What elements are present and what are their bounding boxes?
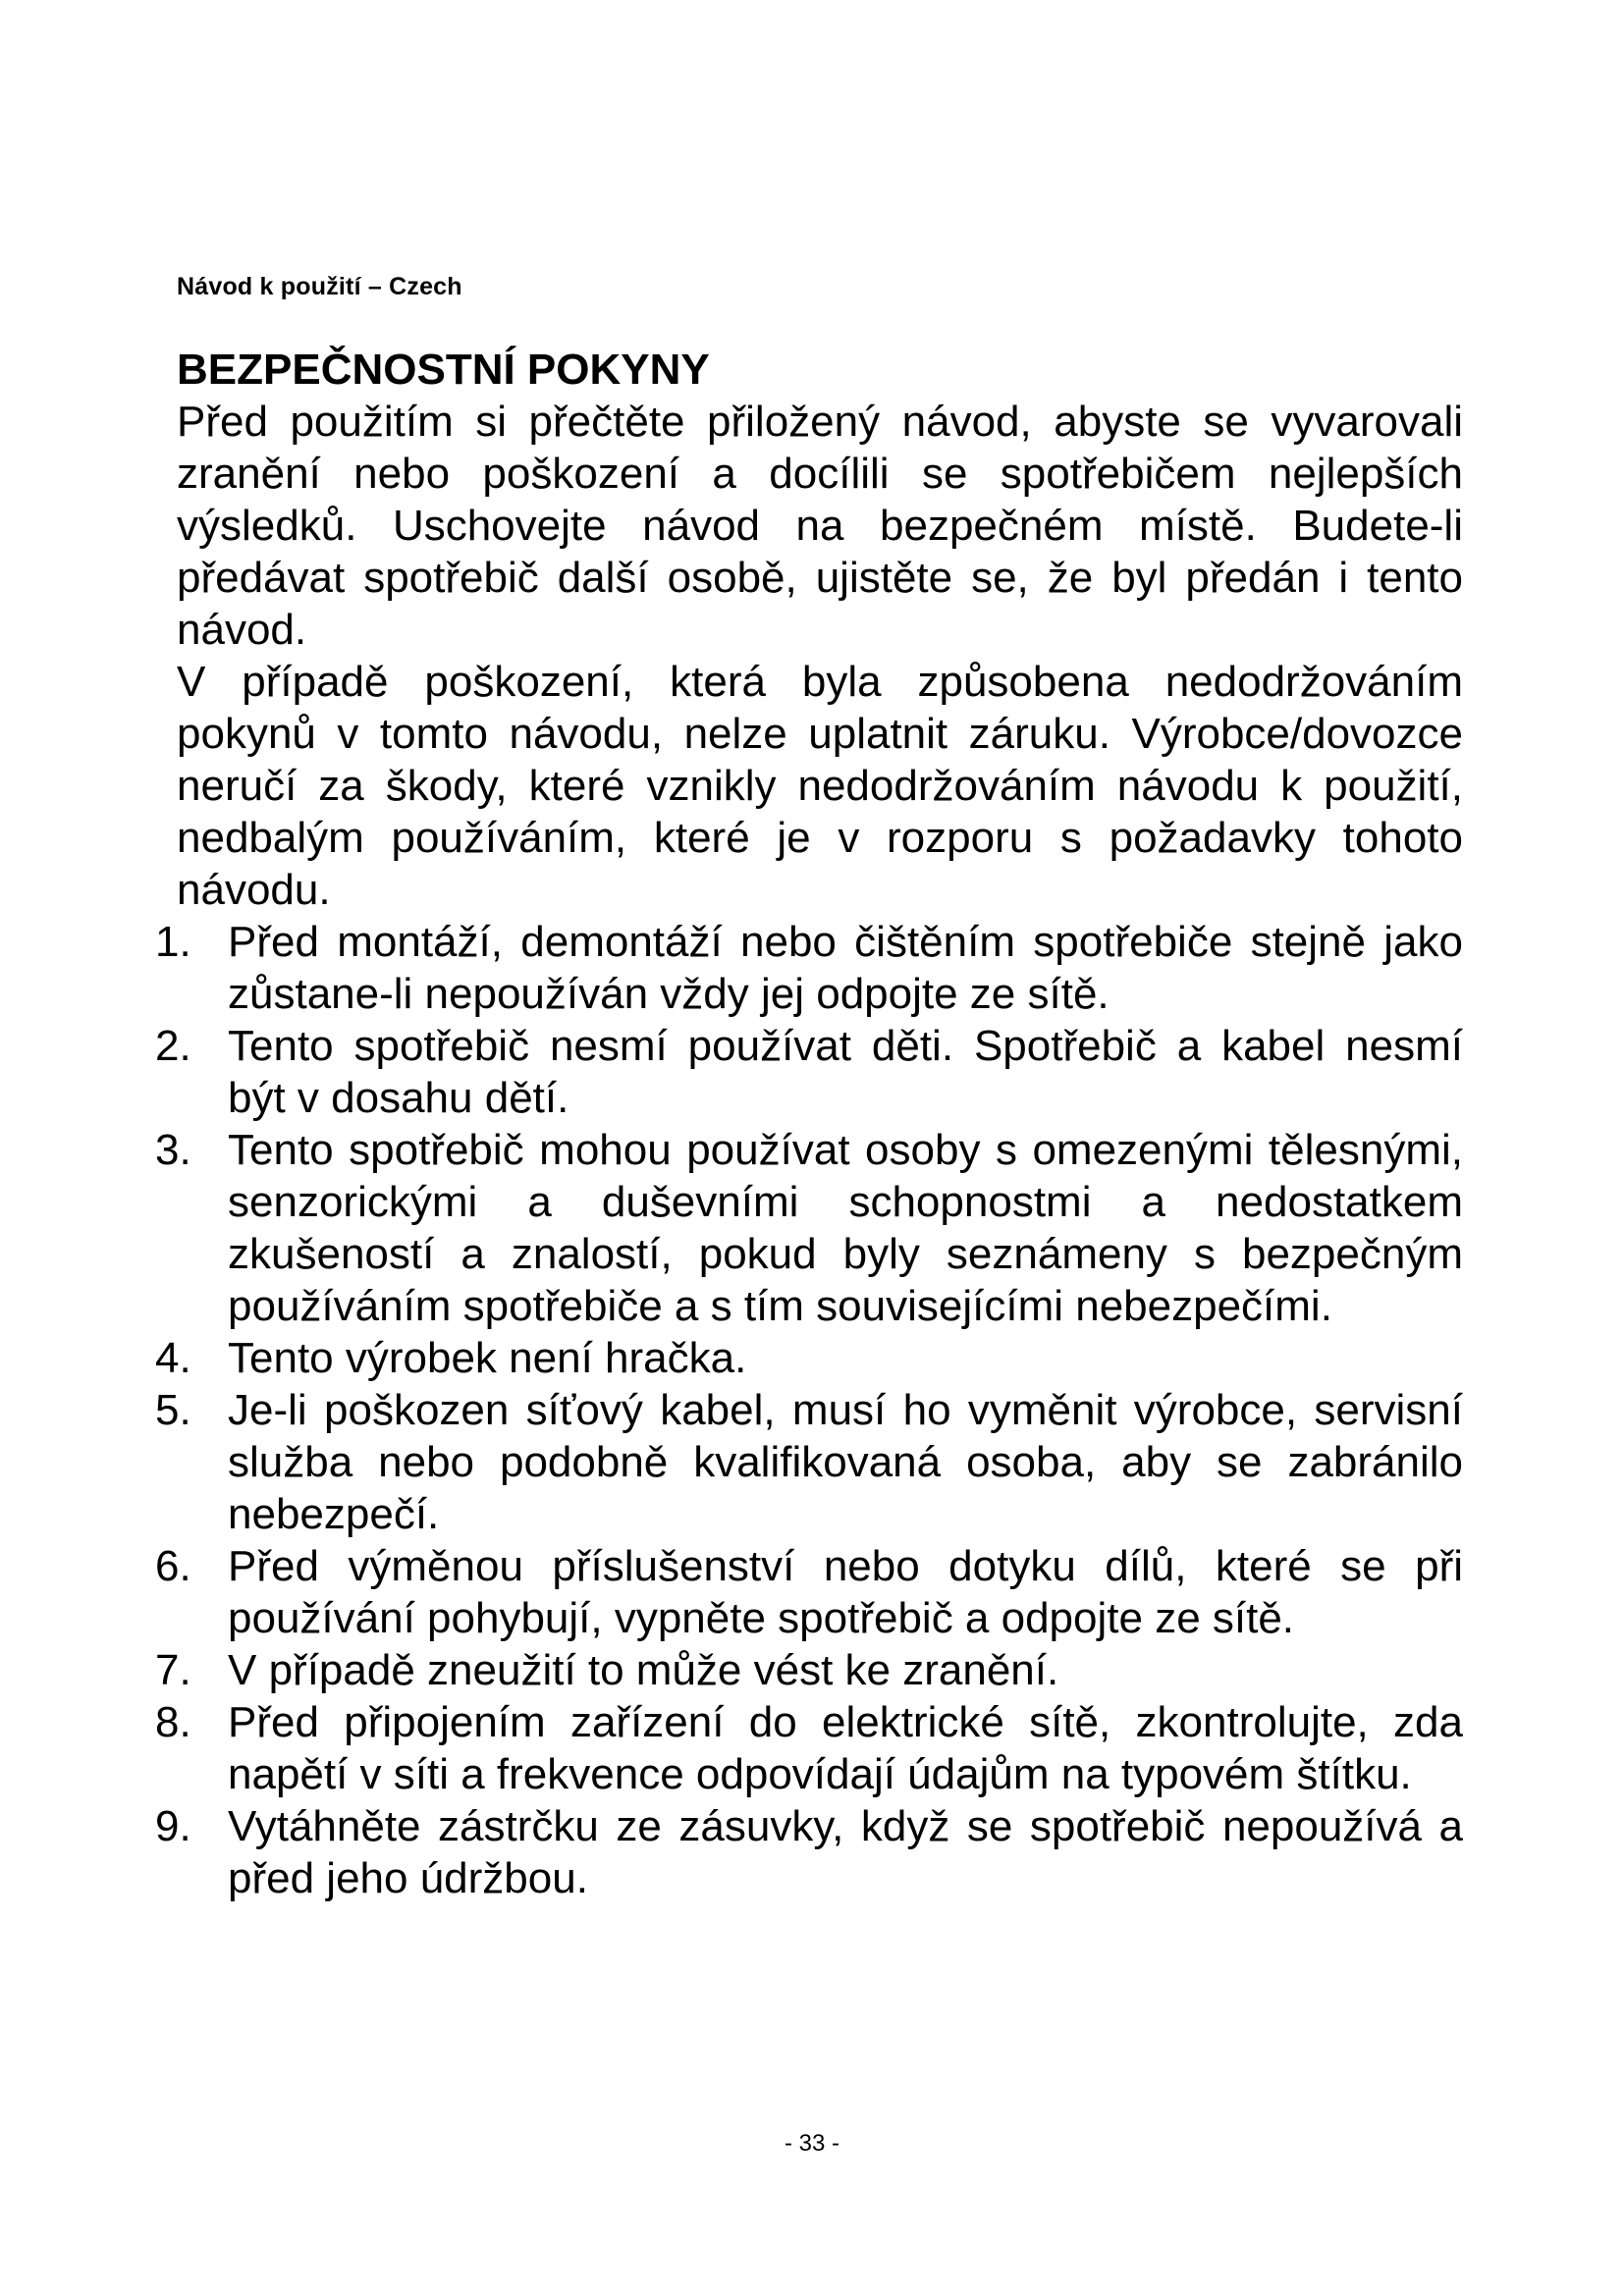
safety-item: [155, 1020, 1463, 1124]
safety-item: [155, 1540, 1463, 1644]
page-number: - 33 -: [784, 2130, 839, 2157]
safety-instructions-list: [155, 916, 1463, 1904]
safety-item: [155, 1332, 1463, 1384]
item-text: Tento spotřebič mohou používat osoby s omezenými tělesnými, senzorickými a duševními schopnostmi a nedostatkem zkušeností a znalostí, pokud byly seznámeny s bezpečným používáním spotřebiče a s tím souvisejícími nebezpečími.: [228, 1126, 1463, 1330]
item-number: 8.: [155, 1698, 191, 1746]
item-number: 4.: [155, 1334, 191, 1382]
item-text: Před výměnou příslušenství nebo dotyku dílů, které se při používání pohybují, vypněte spotřebič a odpojte ze sítě.: [228, 1542, 1463, 1642]
item-text: Je-li poškozen síťový kabel, musí ho vyměnit výrobce, servisní služba nebo podobně kvalifikovaná osoba, aby se zabránilo nebezpečí.: [228, 1386, 1463, 1538]
section-title: BEZPEČNOSTNÍ POKYNY: [177, 346, 710, 394]
item-number: 2.: [155, 1022, 191, 1070]
safety-item: [155, 1124, 1463, 1332]
safety-section: [155, 344, 1463, 1904]
safety-item: [155, 1800, 1463, 1904]
safety-item: [155, 916, 1463, 1020]
item-number: 3.: [155, 1126, 191, 1174]
item-text: Tento spotřebič nesmí používat děti. Spotřebič a kabel nesmí být v dosahu dětí.: [228, 1022, 1463, 1122]
safety-item: [155, 1644, 1463, 1696]
safety-item: [155, 1696, 1463, 1800]
item-number: 1.: [155, 918, 191, 966]
intro-paragraph: Před použitím si přečtěte přiložený návod, abyste se vyvarovali zranění nebo poškození a docílili se spotřebičem nejlepších výsledků. Uschovejte návod na bezpečném místě. Budete-li předávat spotřebič další osobě, ujistěte se, že byl předán i tento návod.: [177, 398, 1463, 654]
safety-item: [155, 1384, 1463, 1540]
document-header-label: Návod k použití – Czech: [177, 273, 462, 300]
item-text: Vytáhněte zástrčku ze zásuvky, když se spotřebič nepoužívá a před jeho údržbou.: [228, 1802, 1463, 1902]
item-number: 7.: [155, 1646, 191, 1694]
item-text: Před připojením zařízení do elektrické sítě, zkontrolujte, zda napětí v síti a frekvence odpovídají údajům na typovém štítku.: [228, 1698, 1463, 1798]
item-text: V případě zneužití to může vést ke zranění.: [228, 1646, 1059, 1694]
warranty-paragraph: V případě poškození, která byla způsobena nedodržováním pokynů v tomto návodu, nelze uplatnit záruku. Výrobce/dovozce neručí za škody, které vznikly nedodržováním návodu k použití, nedbalým používáním, které je v rozporu s požadavky tohoto návodu.: [177, 658, 1463, 914]
item-text: Tento výrobek není hračka.: [228, 1334, 747, 1382]
item-number: 5.: [155, 1386, 191, 1434]
item-text: Před montáží, demontáží nebo čištěním spotřebiče stejně jako zůstane-li nepoužíván vždy jej odpojte ze sítě.: [228, 918, 1463, 1018]
item-number: 6.: [155, 1542, 191, 1590]
item-number: 9.: [155, 1802, 191, 1850]
